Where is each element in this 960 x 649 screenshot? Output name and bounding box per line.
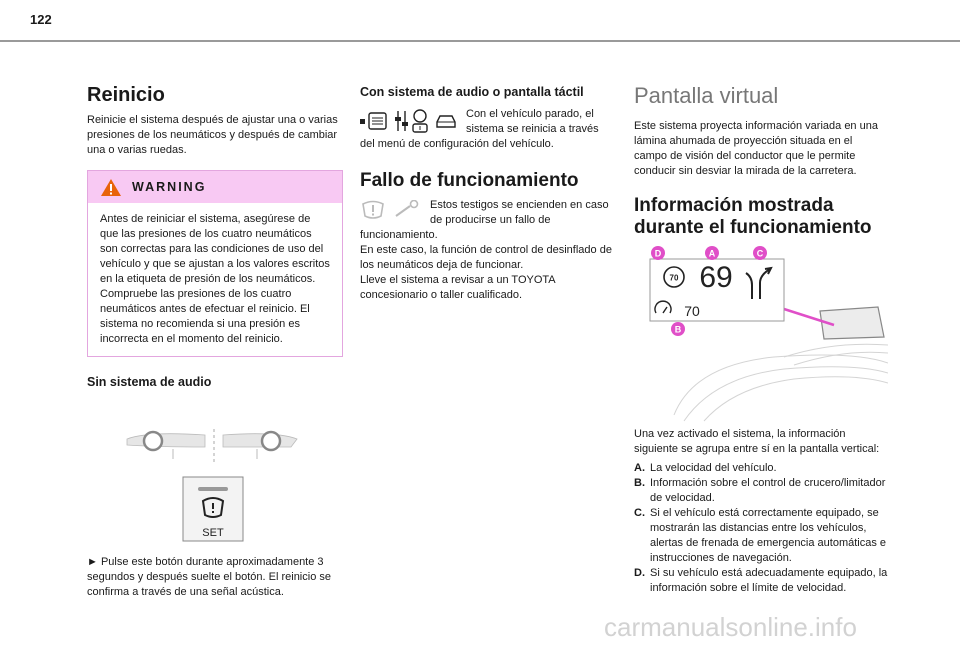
fallo-text-3: Lleve el sistema a revisar a un TOYOTA concesionario o taller cualificado.	[360, 274, 556, 301]
subtitle-con-audio: Con sistema de audio o pantalla táctil	[360, 85, 584, 99]
list-intro: Una vez activado el sistema, la información siguiente se agrupa entre sí en la pantalla vertical:	[634, 427, 880, 455]
list-item-text: Si el vehículo está correctamente equipado, se mostrarán las distancias entre los vehículos, alertas de frenada de emergencia automáticas e instrucciones de navegación.	[650, 506, 887, 564]
list-item-key: C.	[634, 506, 645, 519]
wrench-warning-icon	[392, 200, 422, 220]
label-a-marker	[705, 246, 719, 260]
label-a: A	[708, 248, 716, 259]
label-c-marker	[753, 246, 767, 260]
reinicio-intro: Reinicie el sistema después de ajustar una o varias presiones de los neumáticos y después de cambiar una o varias ruedas.	[87, 114, 338, 156]
cruise-speed-value: 70	[684, 302, 700, 319]
label-d-marker	[651, 246, 665, 260]
dashboard-button-illustration	[87, 397, 343, 547]
vehicle-settings-icon	[394, 109, 428, 133]
list-item	[634, 506, 888, 566]
vehicle-speed-value: 69	[699, 260, 733, 294]
steering-wheel-right-icon	[223, 432, 297, 459]
section-title-reinicio: Reinicio	[87, 84, 165, 106]
label-b: B	[674, 324, 682, 335]
column-audio	[360, 58, 612, 303]
touchscreen-menu-icon	[360, 112, 388, 130]
head-up-display-illustration	[634, 245, 888, 425]
warning-lights-group	[360, 200, 422, 220]
list-item-text: Información sobre el control de crucero/limitador de velocidad.	[650, 476, 886, 504]
tire-pressure-warning-icon	[360, 200, 386, 220]
section-title-fallo: Fallo de funcionamiento	[360, 170, 579, 191]
audio-reset-text: Con el vehículo parado, el sistema se reinicia a través del menú de configuración del vehículo.	[360, 108, 599, 150]
column-pantalla-virtual	[634, 58, 888, 596]
column-reinicio	[87, 58, 343, 600]
fallo-text-2: En este caso, la función de control de desinflado de los neumáticos deja de funcionar.	[360, 244, 612, 271]
section-title-informacion: Información mostrada durante el funcionamiento	[634, 195, 872, 238]
list-item-key: B.	[634, 476, 645, 489]
list-item	[634, 566, 888, 596]
section-title-pantalla: Pantalla virtual	[634, 83, 779, 108]
warning-triangle-icon	[100, 178, 122, 197]
steering-wheel-left-icon	[127, 432, 205, 459]
car-settings-icon	[434, 112, 458, 130]
warning-label: WARNING	[132, 180, 207, 194]
list-item-key: A.	[634, 461, 645, 474]
speed-limit-value: 70	[669, 273, 679, 283]
label-d: D	[654, 248, 662, 259]
label-b-marker	[671, 322, 685, 336]
set-button-label: SET	[202, 527, 224, 539]
info-list	[634, 461, 888, 596]
list-item	[634, 461, 888, 476]
list-item-text: Si su vehículo está adecuadamente equipado, la información sobre el límite de velocidad.	[650, 566, 888, 594]
header-rule	[0, 40, 960, 42]
label-c: C	[756, 248, 764, 259]
list-item-text: La velocidad del vehículo.	[650, 461, 777, 474]
page-number: 122	[30, 12, 52, 27]
set-instruction: ► Pulse este botón durante aproximadamente 3 segundos y después suelte el botón. El reinicio se confirma a través de una señal acústica.	[87, 556, 331, 598]
fallo-text-1: Estos testigos se encienden en caso de producirse un fallo de funcionamiento.	[360, 199, 609, 241]
settings-icons-group	[360, 109, 458, 133]
warning-header	[88, 171, 342, 203]
watermark-text: carmanualsonline.info	[604, 612, 857, 642]
list-item	[634, 476, 888, 506]
pantalla-intro: Este sistema proyecta información variada en una lámina ahumada de proyección situada en el campo de visión del conductor que le permite conducir sin desviar la mirada de la carretera.	[634, 120, 878, 177]
list-item-key: D.	[634, 566, 645, 579]
subtitle-sin-audio: Sin sistema de audio	[87, 375, 212, 389]
dashboard-sketch	[674, 344, 888, 421]
warning-box	[87, 170, 343, 357]
warning-text: Antes de reiniciar el sistema, asegúrese de que las presiones de los cuatro neumáticos son correctas para las condiciones de uso del vehículo y que se ajustan a los valores escritos en la etiqueta de presión de los neumáticos. Compruebe las presiones de los cuatro neumáticos antes de efectuar el reinicio. El sistema no recomienda si una presión es incorrecta en el momento del reinicio.	[100, 213, 330, 345]
